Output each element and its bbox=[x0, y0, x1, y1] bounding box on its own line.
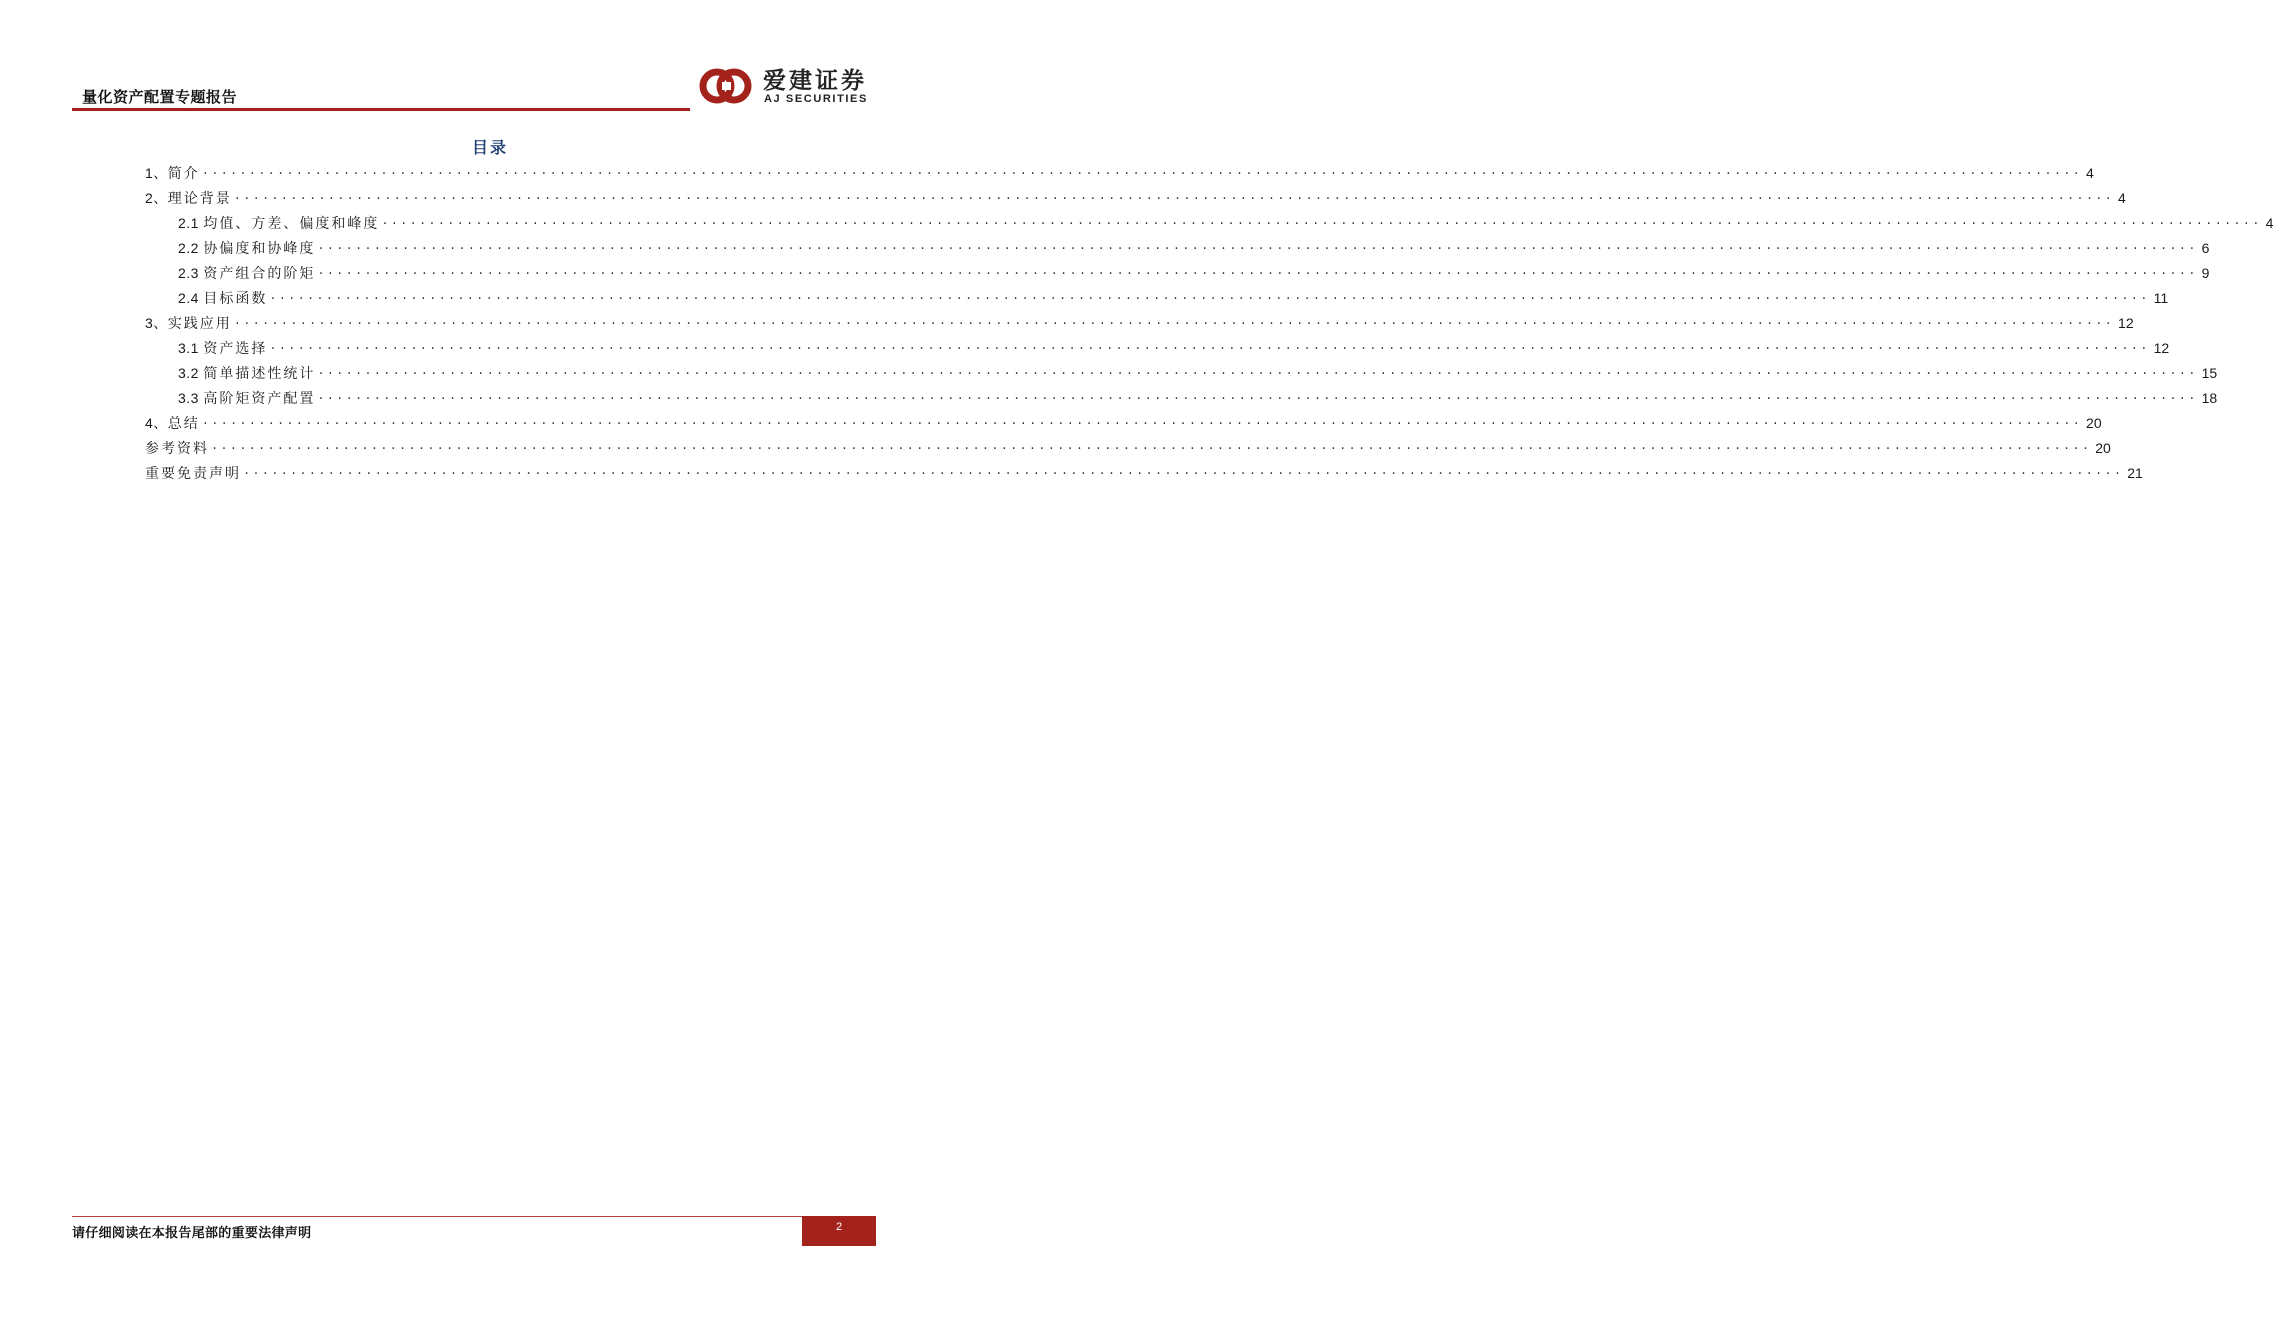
toc-entry-page: 9 bbox=[2201, 264, 2210, 281]
toc-entry[interactable] bbox=[145, 310, 2134, 335]
toc-entry-label bbox=[178, 213, 379, 233]
toc-entry-page: 12 bbox=[2153, 339, 2170, 356]
toc-entry-label bbox=[178, 338, 267, 358]
toc-entry-text: 简介 bbox=[167, 165, 200, 182]
toc-entry-number: 2.4 bbox=[178, 289, 204, 306]
aj-securities-logo-icon bbox=[700, 64, 754, 108]
toc-entry-page: 4 bbox=[2086, 164, 2094, 181]
brand-name-cn: 爱建证券 bbox=[763, 67, 867, 94]
toc-dot-leader: ........................................................................................................................................................................................................ bbox=[233, 188, 2115, 203]
header-divider bbox=[72, 108, 690, 111]
toc-entry-label bbox=[145, 313, 232, 333]
toc-dot-leader: ........................................................................................................................................................................................................ bbox=[317, 388, 2198, 403]
toc-entry-page: 11 bbox=[2153, 289, 2169, 306]
toc-entry-page: 4 bbox=[2265, 214, 2273, 231]
company-logo bbox=[700, 62, 885, 110]
toc-entry[interactable] bbox=[145, 185, 2126, 210]
toc-entry-label bbox=[178, 238, 315, 258]
table-of-contents bbox=[145, 160, 2273, 485]
toc-heading: 目录 bbox=[471, 138, 508, 157]
toc-entry-label bbox=[145, 413, 200, 433]
toc-entry-number: 1、 bbox=[145, 164, 168, 181]
toc-entry-text: 资产组合的阶矩 bbox=[203, 265, 316, 282]
toc-entry-text: 目标函数 bbox=[203, 290, 268, 307]
toc-entry-text: 资产选择 bbox=[203, 340, 268, 357]
toc-entry-text: 参考资料 bbox=[145, 440, 209, 457]
toc-entry-text: 总结 bbox=[167, 415, 200, 432]
toc-entry[interactable] bbox=[145, 410, 2102, 435]
toc-entry-page: 12 bbox=[2118, 314, 2134, 331]
toc-entry-text: 理论背景 bbox=[167, 190, 232, 207]
toc-entry-number: 3.2 bbox=[178, 364, 204, 381]
toc-entry-page: 20 bbox=[2086, 414, 2102, 431]
toc-dot-leader: ........................................................................................................................................................................................................ bbox=[201, 413, 2083, 428]
toc-entry[interactable] bbox=[145, 210, 2273, 235]
toc-entry-number: 2.1 bbox=[178, 214, 204, 231]
toc-entry[interactable] bbox=[145, 235, 2210, 260]
toc-entry-number: 2、 bbox=[145, 189, 168, 206]
toc-entry-label bbox=[178, 388, 315, 408]
toc-entry[interactable] bbox=[145, 285, 2169, 310]
toc-entry-number: 2.3 bbox=[178, 264, 204, 281]
brand-name-en: AJ SECURITIES bbox=[764, 93, 868, 105]
toc-dot-leader: ........................................................................................................................................................................................................ bbox=[201, 163, 2083, 178]
toc-entry[interactable] bbox=[145, 460, 2143, 485]
toc-entry-text: 高阶矩资产配置 bbox=[203, 390, 316, 407]
toc-entry-page: 15 bbox=[2201, 364, 2218, 381]
toc-entry-number: 3.3 bbox=[178, 389, 204, 406]
toc-dot-leader: ........................................................................................................................................................................................................ bbox=[211, 438, 2092, 453]
toc-entry-label bbox=[145, 188, 232, 208]
toc-dot-leader: ........................................................................................................................................................................................................ bbox=[233, 313, 2115, 328]
toc-entry-text: 协偏度和协峰度 bbox=[203, 240, 316, 257]
toc-entry[interactable] bbox=[145, 335, 2170, 360]
legal-notice: 请仔细阅读在本报告尾部的重要法律声明 bbox=[72, 1226, 312, 1241]
toc-entry-page: 6 bbox=[2201, 239, 2210, 256]
toc-entry-number: 3.1 bbox=[178, 339, 204, 356]
page-number-badge: 2 bbox=[802, 1216, 876, 1246]
toc-entry-page: 21 bbox=[2127, 464, 2143, 481]
toc-entry[interactable] bbox=[145, 360, 2218, 385]
toc-entry-label bbox=[178, 263, 315, 283]
toc-entry-text: 实践应用 bbox=[167, 315, 232, 332]
toc-entry-number: 2.2 bbox=[178, 239, 204, 256]
toc-entry-number: 3、 bbox=[145, 314, 168, 331]
toc-entry-label bbox=[178, 363, 315, 383]
toc-entry-number: 4、 bbox=[145, 414, 168, 431]
toc-entry[interactable] bbox=[145, 260, 2210, 285]
toc-entry-label bbox=[178, 288, 267, 308]
toc-entry-text: 简单描述性统计 bbox=[203, 365, 316, 382]
report-category-title: 量化资产配置专题报告 bbox=[82, 88, 238, 106]
toc-entry-page: 4 bbox=[2118, 189, 2126, 206]
toc-dot-leader: ........................................................................................................................................................................................................ bbox=[243, 463, 2124, 478]
toc-entry-page: 18 bbox=[2201, 389, 2218, 406]
toc-entry[interactable] bbox=[145, 435, 2111, 460]
toc-dot-leader: ........................................................................................................................................................................................................ bbox=[317, 263, 2198, 278]
footer-divider bbox=[72, 1216, 802, 1217]
toc-entry[interactable] bbox=[145, 160, 2094, 185]
toc-entry-label bbox=[145, 463, 241, 483]
toc-dot-leader: ........................................................................................................................................................................................................ bbox=[269, 288, 2150, 303]
toc-entry-label bbox=[145, 163, 200, 183]
toc-entry-text: 重要免责声明 bbox=[145, 465, 241, 482]
toc-dot-leader: ........................................................................................................................................................................................................ bbox=[317, 238, 2198, 253]
toc-dot-leader: ........................................................................................................................................................................................................ bbox=[381, 213, 2262, 228]
toc-entry[interactable] bbox=[145, 385, 2218, 410]
toc-dot-leader: ........................................................................................................................................................................................................ bbox=[269, 338, 2150, 353]
toc-entry-text: 均值、方差、偏度和峰度 bbox=[203, 215, 380, 232]
toc-entry-label bbox=[145, 438, 209, 458]
toc-entry-page: 20 bbox=[2095, 439, 2111, 456]
toc-dot-leader: ........................................................................................................................................................................................................ bbox=[317, 363, 2198, 378]
